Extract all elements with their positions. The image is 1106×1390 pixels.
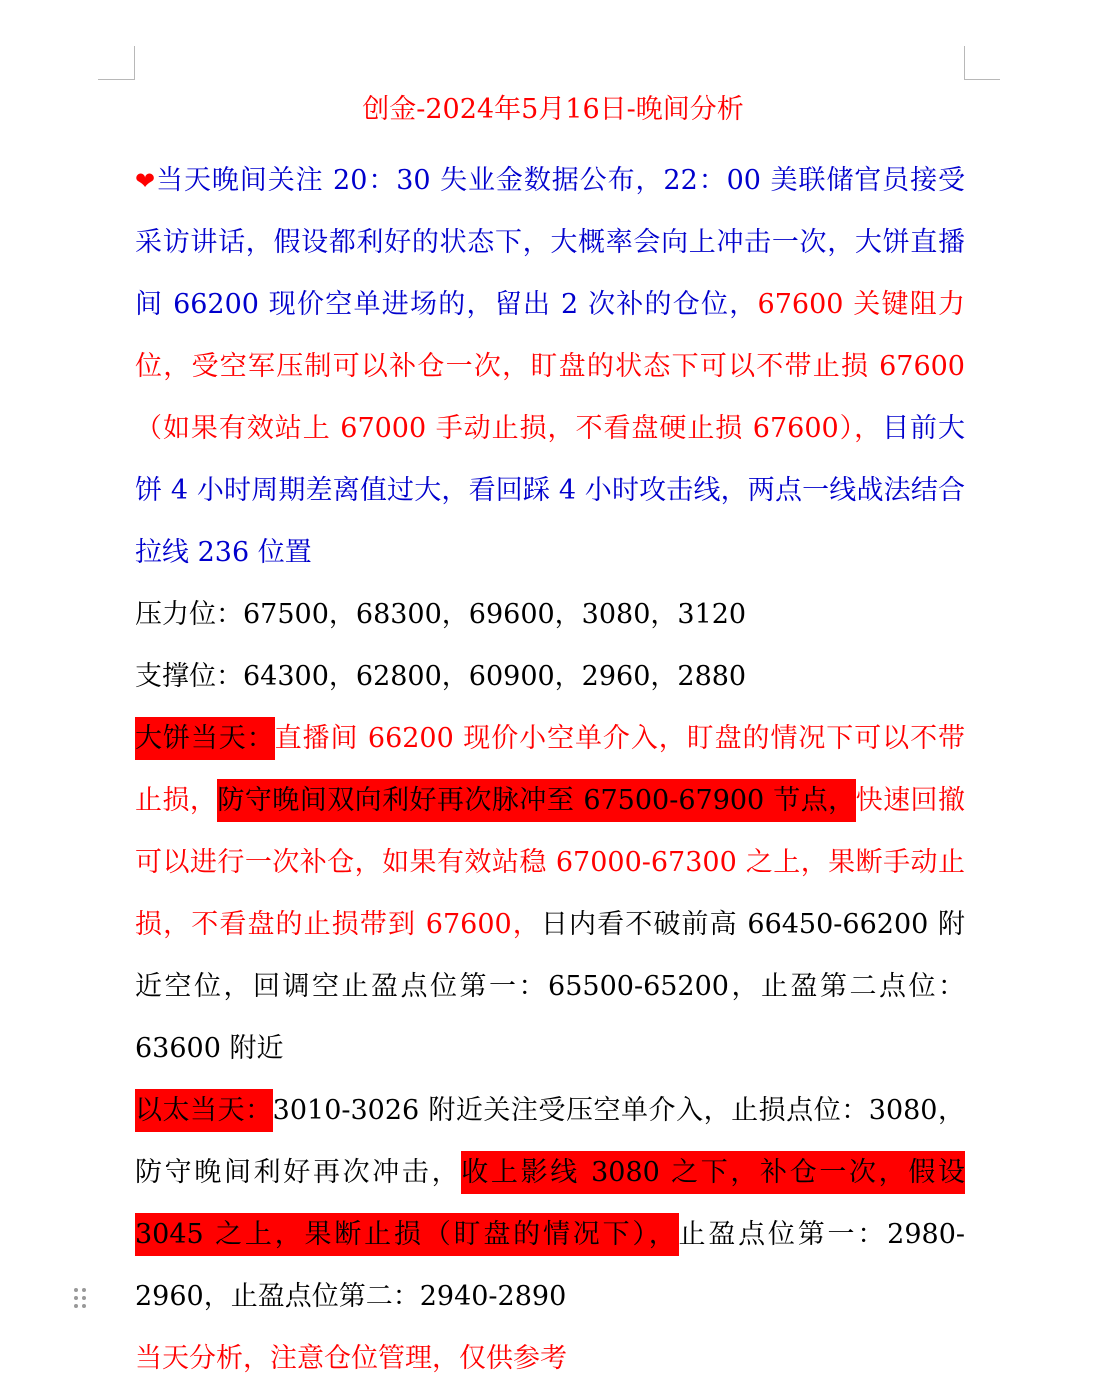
- page-corner-mark-top-left: [98, 79, 135, 80]
- drag-handle-icon[interactable]: [72, 1286, 90, 1310]
- btc-text-black: 日内看不破前高 66450-66200 附近空位，回调空止盈点位第一：65500-65200，止盈第二点位：63600 附近: [135, 909, 965, 1064]
- eth-label: 以太当天：: [135, 1089, 273, 1132]
- btc-highlight: 防守晚间双向利好再次脉冲至 67500-67900 节点，: [217, 779, 855, 822]
- heart-icon: ❤: [135, 167, 157, 195]
- intro-text-blue: 当天晚间关注 20：30 失业金数据公布，22：00 美联储官员接受采访讲话，假设都利好的状态下，大概率会向上冲击一次，大饼直播间 66200 现价空单进场的，留出 2 次补的仓位，: [135, 165, 965, 320]
- eth-highlight: 收上影线 3080 之下，补仓一次，假设 3045 之上，果断止损（盯盘的情况下），: [135, 1151, 965, 1256]
- eth-text-black-2: 止盈点位第一：2980-2960，止盈点位第二：2940-2890: [135, 1219, 965, 1312]
- document-body: [135, 150, 965, 1390]
- page-corner-mark-top-right: [964, 79, 1000, 80]
- intro-paragraph: [135, 150, 965, 584]
- btc-text-red: 直播间 66200 现价小空单介入，盯盘的情况下可以不带止损，: [135, 723, 965, 816]
- eth-paragraph: [135, 1080, 965, 1328]
- btc-paragraph: [135, 708, 965, 1080]
- footer-note: 当天分析，注意仓位管理，仅供参考: [135, 1343, 567, 1374]
- intro-text-red: 67600 关键阻力位，受空军压制可以补仓一次，盯盘的状态下可以不带止损 67600（如果有效站上 67000 手动止损，不看盘硬止损 67600），: [135, 289, 965, 444]
- resistance-levels: 压力位：67500，68300，69600，3080，3120: [135, 599, 747, 630]
- btc-label: 大饼当天：: [135, 717, 275, 760]
- btc-text-red-2: 快速回撤可以进行一次补仓，如果有效站稳 67000-67300 之上，果断手动止损，不看盘的止损带到 67600，: [135, 785, 966, 940]
- eth-text-black: 3010-3026 附近关注受压空单介入，止损点位：3080，防守晚间利好再次冲击，: [135, 1095, 966, 1188]
- page-corner-mark-top-right: [964, 46, 965, 80]
- intro-text-blue-2: 目前大饼 4 小时周期差离值过大，看回踩 4 小时攻击线，两点一线战法结合拉线 236 位置: [135, 413, 965, 568]
- document-title: 创金-2024年5月16日-晚间分析: [362, 94, 744, 125]
- page-corner-mark-top-left: [134, 46, 135, 80]
- support-levels: 支撑位：64300，62800，60900，2960，2880: [135, 661, 747, 692]
